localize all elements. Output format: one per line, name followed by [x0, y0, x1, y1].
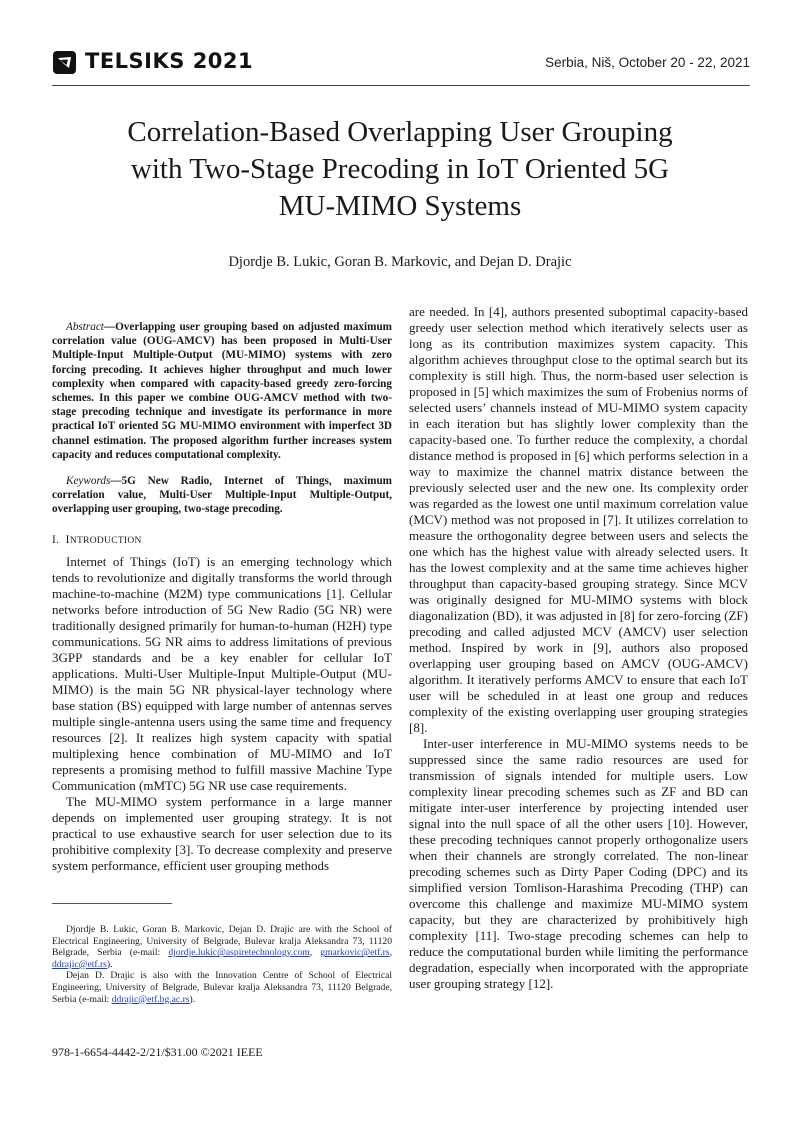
- section-title-initial: I: [65, 533, 70, 546]
- paragraph: Inter-user interference in MU-MIMO systems needs to be suppressed since the same radio resources are used for transmission of signals intended for multiple users. Low complexity linear precoding schemes such as ZF and BD can mitigate inter-user interference by projecting intended user signal into the null space of all the other users [10]. However, these precoding techniques cannot properly orthogonalize users when their channels are strongly correlated. The non-linear precoding schemes such as Dirty Paper Coding (DPC) and its simplified version Tomlison-Harashima Precoding (THP) can overcome this challenge and maximize MU-MIMO system capacity, but they are characterized by prohibitively high complexity [11]. Two-stage precoding schemes can help to reduce the computational burden while limiting the performance degradation, especially when incorporated with the appropriate user grouping strategy [12].: [409, 736, 748, 991]
- email-link[interactable]: ddrajic@etf.bg.ac.rs: [111, 993, 190, 1005]
- separator: ,: [389, 947, 392, 959]
- footnote-end: ).: [189, 993, 196, 1005]
- paper-title: [60, 114, 740, 225]
- abstract-text: —Overlapping user grouping based on adjusted maximum correlation value (OUG-AMCV) has been proposed in Multi-User Multiple-Input Multiple-Output (MU-MIMO) systems with zero forcing precoding. It achieves higher throughput and much lower complexity when compared with capacity-based greedy zero-forcing schemes. In this paper we combine OUG-AMCV method with two-stage precoding technique and investigate its performance in more practical IoT oriented 5G MU-MIMO environment with imperfect 3D channel estimation. The proposed algorithm further increases system capacity and reduces computational complexity.: [52, 321, 392, 461]
- email-link[interactable]: djordje.lukic@aspiretechnology.com: [168, 947, 310, 959]
- conference-name: TELSIKS 2021: [85, 49, 254, 73]
- header-divider: [52, 85, 750, 86]
- title-line: with Two-Stage Precoding in IoT Oriented 5G: [130, 153, 670, 185]
- isbn-copyright: 978-1-6654-4442-2/21/$31.00 ©2021 IEEE: [52, 1045, 263, 1059]
- email-link[interactable]: ddrajic@etf.rs: [52, 958, 107, 970]
- title-line: Correlation-Based Overlapping User Grouping: [127, 116, 673, 148]
- footnote-affiliation: [52, 970, 392, 1005]
- footnotes: [52, 924, 392, 1005]
- keywords: [52, 474, 392, 517]
- title-line: MU-MIMO Systems: [278, 190, 522, 222]
- conference-location-date: Serbia, Niš, October 20 - 22, 2021: [545, 55, 750, 70]
- footnote-text: Djordje B. Lukic, Goran B. Markovic, Dejan D. Drajic are with the School of Electrical Engineering, University of Belgrade, Bulevar kralja Aleksandra 73, 11120 Belgrade, Serbia (e-mail:: [52, 924, 392, 959]
- footnote-text: Dejan D. Drajic is also with the Innovation Centre of School of Electrical Engineering, University of Belgrade, Bulevar kralja Aleksandra 73, 11120 Belgrade, Serbia (e-mail:: [52, 970, 392, 1005]
- separator: ,: [309, 947, 321, 959]
- paragraph: are needed. In [4], authors presented suboptimal capacity-based greedy user selection method which iteratively selects user as long as its contribution maximizes system capacity. This algorithm achieves throughput close to the optimal search but its complexity is still high. Thus, the norm-based user selection is proposed in [5] which maximizes the sum of Frobenius norms of selected users’ channels instead of MU-MIMO system capacity in each iteration but has slightly lower complexity than the capacity-based one. To further reduce the complexity, a chordal distance method is proposed in [6] which performs selection in a way to maximize the channel matrix distance between the previously selected user and the new one. Its complexity order was regarded as the lowest one until maximum correlation value (MCV) method was not proposed in [7]. It utilizes correlation to measure the orthogonality degree between users and selects the one which has the highest value with already selected users. It has the lowest complexity and at the same time achieves higher throughput than capacity-based grouping strategy. Since MCV was originally designed for MU-MIMO systems with block diagonalization (BD), it was adjusted in [8] for zero-forcing (ZF) precoding and called adjusted MCV (AMCV) user selection method. Inspired by work in [9], authors also proposed overlapping user grouping based on AMCV (OUG-AMCV) algorithm. It iteratively performs AMCV to ensure that each IoT user will be scheduled in at least one group and reduces complexity of the existing overlapping user grouping strategies [8].: [409, 304, 748, 735]
- email-link[interactable]: gmarkovic@etf.rs: [320, 947, 390, 959]
- paragraph: The MU-MIMO system performance in a large manner depends on implemented user grouping strategy. It is not practical to use exhaustive search for user selection due to its prohibitive complexity [3]. To decrease complexity and preserve system performance, efficient user grouping methods: [52, 793, 392, 873]
- abstract-label: Abstract: [66, 321, 104, 333]
- paragraph: Internet of Things (IoT) is an emerging technology which tends to revolutionize and digitally transforms the world through machine-to-machine (M2M) type communications [1]. Cellular networks before introduction of 5G New Radio (5G NR) were traditionally designed primarily for human-to-human (H2H) type communications. 5G NR aims to address limitations of previous 3GPP standards and be a key enabler for cellular IoT applications. Multi-User Multiple-Input Multiple-Output (MU-MIMO) is the main 5G NR physical-layer technology where base station (BS) equipped with large number of antennas serves multiple single-antenna users using the same time and frequency resources [2]. It realizes high system capacity with spatial multiplexing hence combination of MU-MIMO and IoT represents a promising method to fulfill massive Machine Type Communication (mMTC) 5G NR use case requirements.: [52, 553, 392, 793]
- left-column: [52, 320, 392, 874]
- telsiks-logo-icon: [52, 50, 77, 75]
- author-list: Djordje B. Lukic, Goran B. Markovic, and Dejan D. Drajic: [228, 254, 572, 270]
- keywords-text: —5G New Radio, Internet of Things, maximum correlation value, Multi-User Multiple-Input Multiple-Output, overlapping user grouping, two-stage precoding.: [52, 475, 392, 516]
- footnote-end: ).: [106, 958, 113, 970]
- section-heading-introduction: [52, 532, 392, 549]
- page-header: [52, 49, 750, 79]
- right-column: [409, 304, 748, 992]
- abstract: [52, 320, 392, 462]
- footnote-affiliation: [52, 924, 392, 970]
- keywords-label: Keywords: [66, 475, 111, 488]
- section-title-rest: NTRODUCTION: [69, 535, 142, 546]
- section-number: I.: [52, 533, 60, 546]
- footnote-divider: [52, 903, 172, 904]
